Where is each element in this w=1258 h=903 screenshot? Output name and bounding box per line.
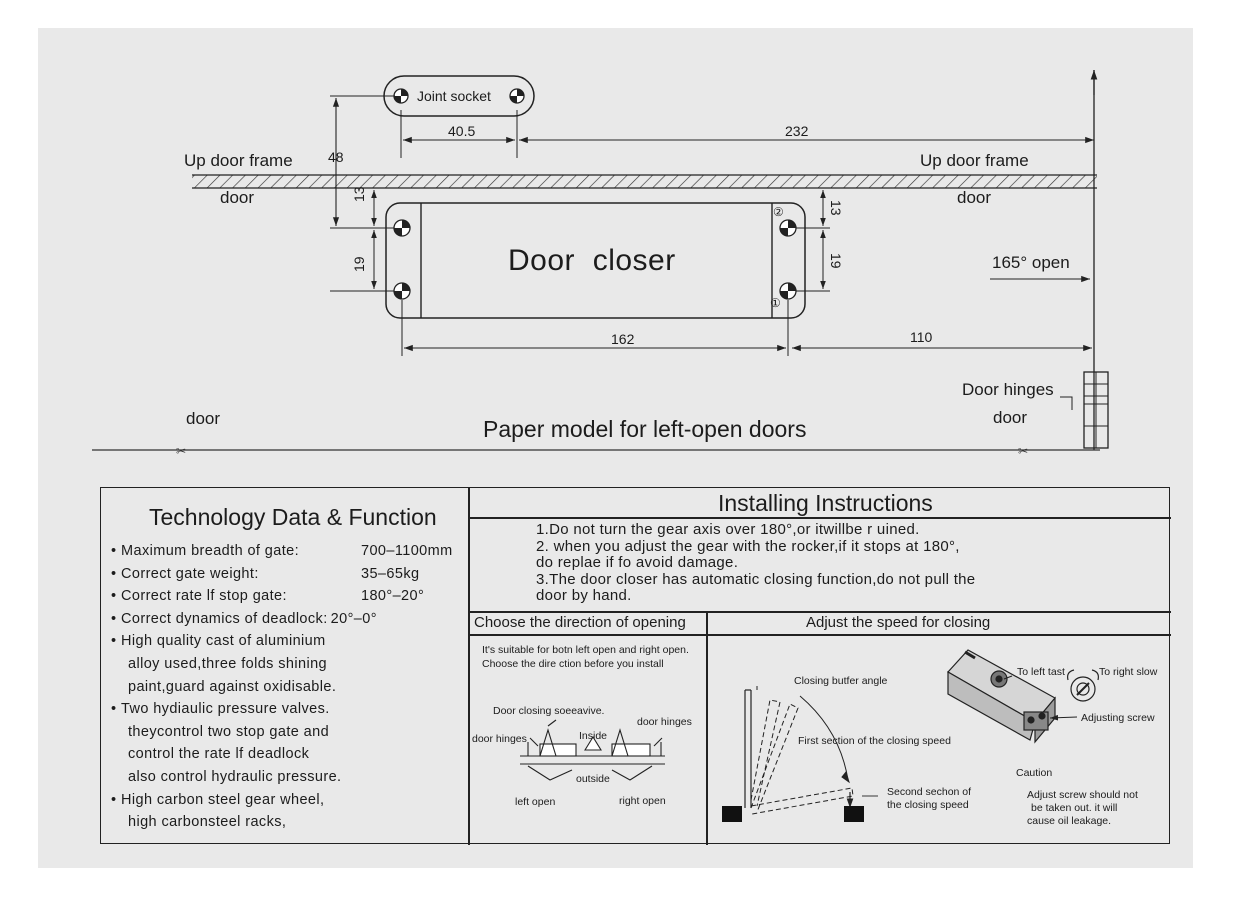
speed-title: Adjust the speed for closing: [806, 614, 991, 631]
feature-line: alloy used,three folds shining: [128, 655, 328, 672]
joint-socket-label: Joint socket: [417, 88, 491, 104]
feature-line: [111, 789, 377, 812]
spec-value: 20°–0°: [330, 610, 377, 627]
right-open-label: right open: [619, 795, 666, 807]
bullet-icon: •: [111, 701, 117, 718]
spec-row: [111, 585, 425, 608]
scissor-left-icon: ✂: [176, 444, 187, 458]
door-closing-label: Door closing soeeavive.: [493, 705, 605, 717]
spec-label: Maximum breadth of gate:: [121, 543, 300, 559]
install-step: door by hand.: [536, 587, 632, 604]
door-closer-label: Door closer: [508, 244, 676, 277]
feature-line: paint,guard against oxidisable.: [128, 678, 337, 695]
mount-hole-top-left: [394, 220, 410, 236]
inside-label: Inside: [579, 730, 608, 742]
dim-48: 48: [328, 149, 344, 165]
technology-title: Technology Data & Function: [149, 504, 437, 530]
spec-row: [111, 540, 453, 563]
bullet-icon: •: [111, 565, 117, 582]
feature-line: high carbonsteel racks,: [128, 814, 287, 831]
technology-list: [111, 540, 453, 834]
bullet-icon: •: [111, 633, 117, 650]
door-hinges-left-label: door hinges: [472, 733, 527, 745]
direction-title: Choose the direction of opening: [474, 614, 686, 631]
spec-value: 180°–20°: [361, 588, 425, 605]
door-hinges-label: Door hinges: [962, 380, 1054, 399]
door-bottom-right: door: [993, 408, 1028, 427]
socket-hole-right: [510, 89, 524, 103]
direction-note-2: Choose the dire ction before you install: [482, 658, 664, 670]
caution-line-1: Adjust screw should not: [1027, 789, 1138, 801]
up-door-frame-left: Up door frame: [184, 151, 293, 170]
dim-162: 162: [611, 331, 635, 347]
feature-line: control the rate lf deadlock: [128, 746, 310, 763]
socket-hole-left: [394, 89, 408, 103]
spec-value: 700–1100mm: [361, 543, 453, 559]
spec-row: [111, 608, 377, 631]
first-section-label: First section of the closing speed: [798, 735, 951, 747]
dim-19-right: 19: [828, 253, 844, 269]
specification-panel: [100, 487, 1170, 844]
spec-row: [111, 563, 420, 586]
install-step: 3.The door closer has automatic closing function,do not pull the: [536, 570, 976, 588]
second-section-label-1: Second sechon of: [887, 786, 972, 798]
feature-text: Two hydiaulic pressure valves.: [121, 701, 330, 718]
hole-mark-1: ①: [770, 296, 781, 310]
spec-label: Correct gate weight:: [121, 565, 259, 582]
caution-label: Caution: [1016, 767, 1053, 779]
adjusting-screw-label: Adjusting screw: [1081, 712, 1155, 724]
bullet-icon: •: [111, 610, 117, 627]
to-right-label: To right slow: [1099, 666, 1158, 678]
feature-line: [111, 630, 377, 653]
dim-110: 110: [910, 329, 933, 345]
bullet-icon: •: [111, 543, 117, 559]
mount-hole-top-right: [780, 220, 796, 236]
installing-title: Installing Instructions: [718, 490, 933, 516]
second-section-label-2: the closing speed: [887, 799, 969, 811]
feature-text: High carbon steel gear wheel,: [121, 791, 325, 808]
hole-mark-2: ②: [773, 205, 784, 219]
open-angle-label: 165° open: [992, 253, 1070, 272]
closing-buffer-angle-label: Closing butfer angle: [794, 675, 888, 687]
dim-socket: 40.5: [448, 123, 476, 139]
bullet-icon: •: [111, 588, 117, 605]
door-frame-hatch: [192, 175, 1097, 188]
direction-note-1: It's suitable for botn left open and right open.: [482, 644, 689, 656]
up-door-frame-right: Up door frame: [920, 151, 1029, 170]
spec-label: Correct rate lf stop gate:: [121, 588, 287, 605]
paper-model-title: Paper model for left-open doors: [483, 416, 807, 442]
hinge-block: [1084, 372, 1108, 448]
door-hinges-right-label: door hinges: [637, 716, 692, 728]
spec-label: Correct dynamics of deadlock:: [121, 610, 328, 627]
dim-13-right: 13: [828, 200, 844, 216]
bullet-icon: •: [111, 791, 117, 808]
feature-line: also control hydraulic pressure.: [128, 768, 342, 785]
install-step: 2. when you adjust the gear with the rocker,if it stops at 180°,: [536, 537, 960, 555]
dim-232: 232: [785, 123, 809, 139]
to-left-label: To left tast: [1017, 666, 1065, 678]
door-bottom-left: door: [186, 409, 221, 428]
spec-value: 35–65kg: [361, 565, 420, 582]
mount-hole-bottom-left: [394, 283, 410, 299]
scissor-right-icon: ✂: [1018, 444, 1029, 458]
feature-line: [111, 698, 377, 721]
install-step: 1.Do not turn the gear axis over 180°,or itwillbe r uined.: [536, 521, 920, 538]
install-step: do replae if fo avoid damage.: [536, 554, 739, 571]
caution-line-2: be taken out. it will: [1031, 802, 1118, 814]
feature-text: High quality cast of aluminium: [121, 633, 326, 650]
hinge-leader: [1060, 397, 1072, 410]
door-top-right: door: [957, 188, 992, 207]
outside-label: outside: [576, 773, 610, 785]
dim-13-left: 13: [351, 186, 367, 202]
caution-line-3: cause oil leakage.: [1027, 815, 1112, 827]
feature-line: theycontrol two stop gate and: [128, 723, 330, 740]
left-open-label: left open: [515, 796, 556, 808]
door-top-left: door: [220, 188, 255, 207]
mount-hole-bottom-right: [780, 283, 796, 299]
installing-steps: [536, 522, 975, 605]
dim-19-left: 19: [351, 256, 367, 272]
